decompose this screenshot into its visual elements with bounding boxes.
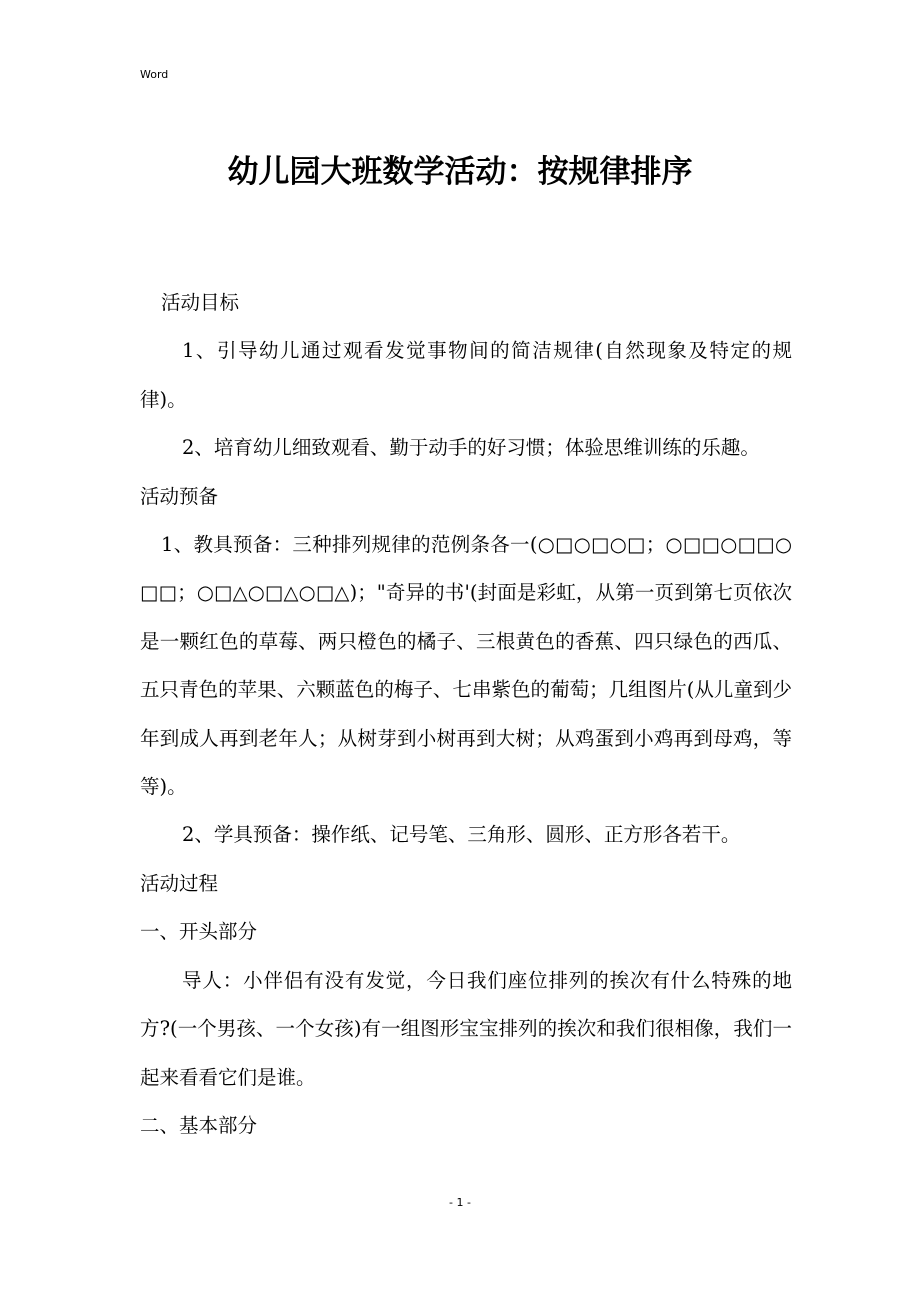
paragraph-goal-2: 2、培育幼儿细致观看、勤于动手的好习惯；体验思维训练的乐趣。: [182, 436, 760, 460]
document-body: [140, 279, 792, 1150]
section-heading-process: 活动过程: [140, 871, 219, 895]
subheading-opening: 一、开头部分: [140, 920, 258, 944]
document-title: 幼儿园大班数学活动：按规律排序: [227, 154, 693, 190]
paragraph-goal-1: 1、引导幼儿通过观看发觉事物间的简洁规律(自然现象及特定的规律)。: [140, 339, 792, 411]
section-heading-preparation: 活动预备: [140, 484, 219, 508]
header-label: Word: [140, 68, 169, 81]
paragraph-intro: 导人：小伴侣有没有发觉，今日我们座位排列的挨次有什么特殊的地方?(一个男孩、一个女孩)有一组图形宝宝排列的挨次和我们很相像，我们一起来看看它们是谁。: [140, 968, 792, 1089]
paragraph-prep-1: 1、教具预备：三种排列规律的范例条各一(○□○□○□；○□□○□□○□□；○□△○□△○□△)；"奇异的书'(封面是彩虹，从第一页到第七页依次是一颗红色的草莓、两只橙色的橘子、三根黄色的香蕉、四只绿色的西瓜、五只青色的苹果、六颗蓝色的梅子、七串紫色的葡萄；几组图片(从儿童到少年到成人再到老年人；从树芽到小树再到大树；从鸡蛋到小鸡再到母鸡，等等)。: [140, 533, 792, 799]
paragraph-prep-2: 2、学具预备：操作纸、记号笔、三角形、圆形、正方形各若干。: [182, 823, 741, 847]
section-heading-goals: 活动目标: [161, 291, 240, 314]
page-number: - 1 -: [449, 1196, 471, 1209]
subheading-basic: 二、基本部分: [140, 1113, 258, 1137]
